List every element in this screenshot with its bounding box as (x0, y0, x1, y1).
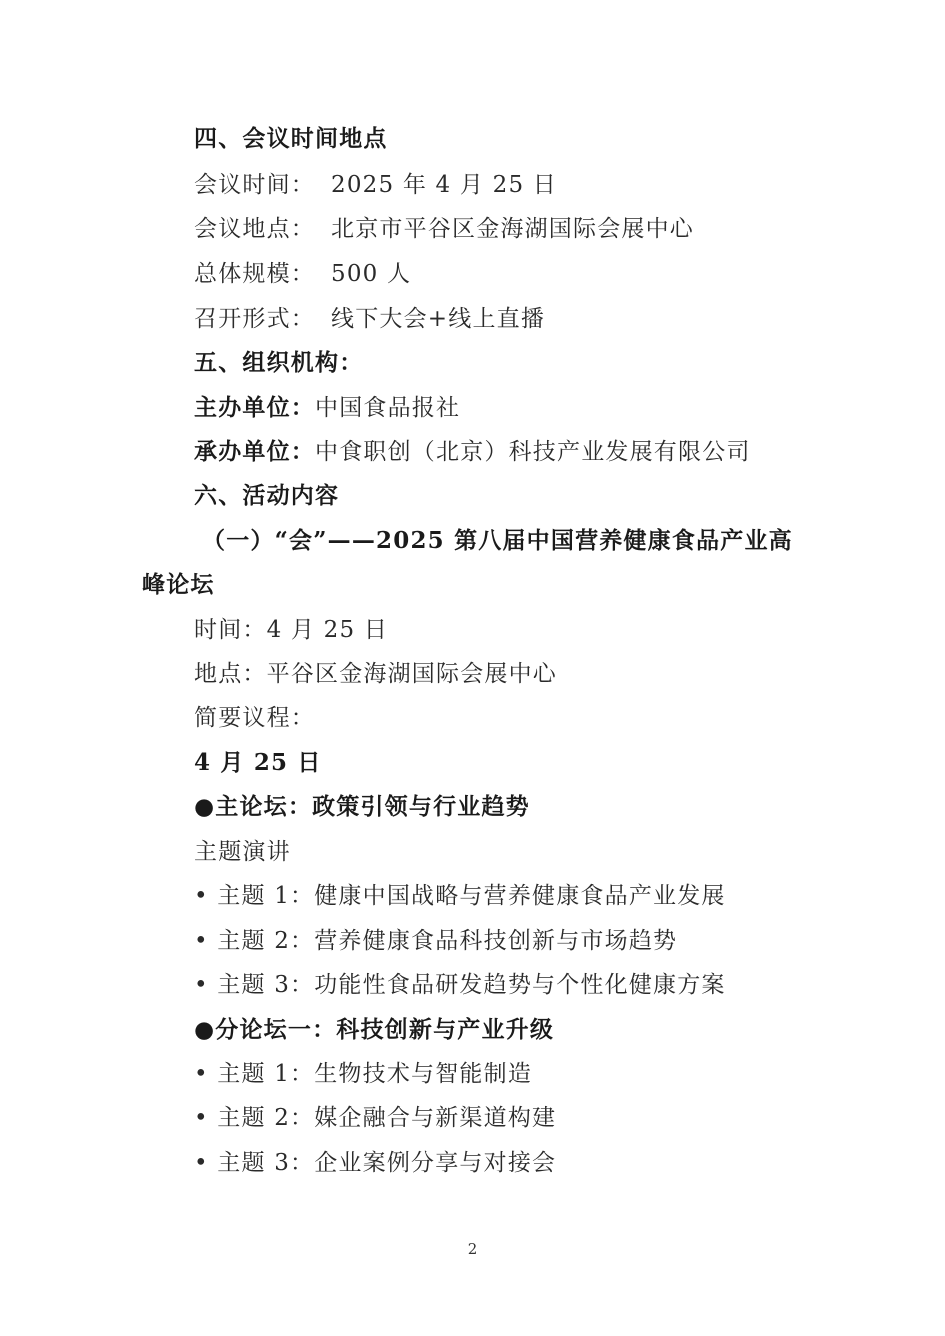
section-5-heading: 五、组织机构： (194, 349, 364, 376)
meeting-time-label: 会议时间： (194, 172, 315, 198)
subsection-1-title-line2: 峰论坛 (142, 571, 215, 598)
meeting-scale-value: 500 人 (331, 261, 412, 287)
meeting-form-row (194, 304, 545, 334)
sub-forum-1-heading: ●分论坛一：科技创新与产业升级 (194, 1016, 555, 1043)
page-number: 2 (467, 1240, 478, 1258)
host-row (194, 393, 460, 423)
section-4-heading: 四、会议时间地点 (194, 125, 388, 152)
forum-place: 地点：平谷区金海湖国际会展中心 (194, 661, 557, 687)
main-topic-item: • 主题 2：营养健康食品科技创新与市场趋势 (194, 928, 678, 954)
keynote-label: 主题演讲 (194, 839, 291, 865)
meeting-time-row (194, 170, 557, 200)
organizer-row (194, 437, 751, 467)
meeting-place-row (194, 214, 694, 244)
agenda-label: 简要议程： (194, 705, 315, 731)
section-6-heading: 六、活动内容 (194, 482, 340, 509)
sub-topic-item: • 主题 3：企业案例分享与对接会 (194, 1150, 557, 1176)
sub-topic-item: • 主题 2：媒企融合与新渠道构建 (194, 1105, 557, 1131)
main-topic-item: • 主题 3：功能性食品研发趋势与个性化健康方案 (194, 972, 726, 998)
main-topic-item: • 主题 1：健康中国战略与营养健康食品产业发展 (194, 883, 726, 909)
forum-time: 时间：4 月 25 日 (194, 617, 389, 643)
meeting-time-value: 2025 年 4 月 25 日 (331, 172, 557, 198)
host-label: 主办单位： (194, 394, 315, 421)
sub-topic-item: • 主题 1：生物技术与智能制造 (194, 1061, 533, 1087)
host-value: 中国食品报社 (315, 395, 461, 421)
meeting-scale-row (194, 259, 411, 289)
meeting-scale-label: 总体规模： (194, 261, 315, 287)
subsection-1-title-line1: （一）“会”——2025 第八届中国营养健康食品产业高 (202, 527, 793, 554)
meeting-place-label: 会议地点： (194, 216, 315, 242)
meeting-form-label: 召开形式： (194, 306, 315, 332)
meeting-form-value: 线下大会+线上直播 (331, 306, 546, 332)
main-forum-heading: ●主论坛：政策引领与行业趋势 (194, 793, 530, 820)
meeting-place-value: 北京市平谷区金海湖国际会展中心 (331, 216, 694, 242)
organizer-value: 中食职创（北京）科技产业发展有限公司 (315, 439, 751, 465)
organizer-label: 承办单位： (194, 438, 315, 465)
agenda-date: 4 月 25 日 (194, 749, 322, 776)
